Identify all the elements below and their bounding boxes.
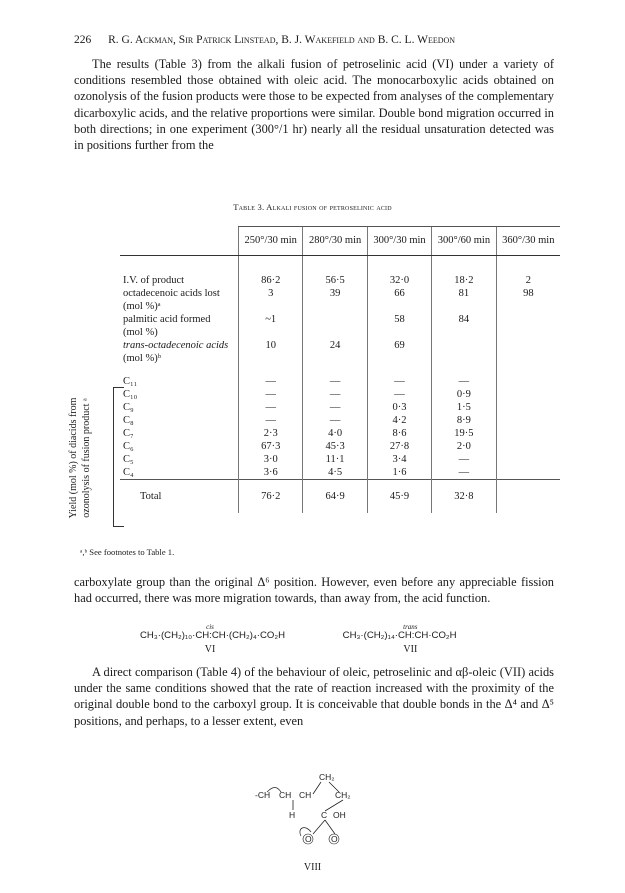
- cell: 18·2: [432, 256, 496, 288]
- row-label: trans-octadecenoic acids: [123, 340, 229, 351]
- table-row: [120, 287, 560, 300]
- cell: [496, 313, 560, 326]
- row-label: C₇: [123, 428, 134, 439]
- table-3: [120, 226, 560, 513]
- cell: [496, 339, 560, 352]
- atom-o: O: [305, 834, 312, 844]
- cell: —: [432, 365, 496, 388]
- cell: 4·0: [303, 427, 367, 440]
- cell: 0·3: [367, 401, 431, 414]
- cell: 45·9: [367, 480, 431, 514]
- cell: —: [239, 401, 303, 414]
- cell: [239, 352, 303, 365]
- col-header: 250°/30 min: [239, 227, 303, 256]
- cell: 1·5: [432, 401, 496, 414]
- atom-oh: OH: [333, 810, 346, 820]
- cell: 11·1: [303, 453, 367, 466]
- cell: 4·5: [303, 466, 367, 480]
- cell: 56·5: [303, 256, 367, 288]
- cell: 1·6: [367, 466, 431, 480]
- atom-ch: CH: [299, 790, 312, 800]
- bond: [325, 820, 335, 834]
- cell: [432, 300, 496, 313]
- cell: 66: [367, 287, 431, 300]
- row-label: (mol %): [123, 327, 158, 338]
- cell: 2·3: [239, 427, 303, 440]
- cell: [303, 326, 367, 339]
- cell: [496, 388, 560, 401]
- table-row: [120, 365, 560, 388]
- table-row: [120, 326, 560, 339]
- atom-ch2: CH₂: [335, 790, 351, 800]
- cell: —: [239, 365, 303, 388]
- bond: [313, 820, 325, 834]
- cell: —: [239, 414, 303, 427]
- cell: 76·2: [239, 480, 303, 514]
- side-label-line: ozonolysis of fusion product ᵃ: [80, 398, 92, 518]
- col-header: 300°/60 min: [432, 227, 496, 256]
- col-header: 360°/30 min: [496, 227, 560, 256]
- cell: 8·6: [367, 427, 431, 440]
- atom-c: C: [321, 810, 328, 820]
- cell: [496, 326, 560, 339]
- cell: 32·8: [432, 480, 496, 514]
- cell: 8·9: [432, 414, 496, 427]
- cell: —: [303, 365, 367, 388]
- formula-labels: [140, 644, 540, 655]
- table-row: [120, 313, 560, 326]
- cell: —: [303, 401, 367, 414]
- cell: ~1: [239, 313, 303, 326]
- cell: 3: [239, 287, 303, 300]
- row-label: C₅: [123, 454, 134, 465]
- cell: [367, 352, 431, 365]
- cell: [367, 326, 431, 339]
- intro-paragraph: [74, 56, 554, 176]
- cell: —: [303, 414, 367, 427]
- table-header-row: [120, 227, 560, 256]
- cell: [496, 427, 560, 440]
- header-authors: R. G. Ackman, Sir Patrick Linstead, B. J. Wakefield and B. C. L. Weedon: [108, 34, 456, 46]
- cell: [496, 365, 560, 388]
- cell: [496, 300, 560, 313]
- cell: 19·5: [432, 427, 496, 440]
- structure-label: VIII: [303, 862, 322, 873]
- para2-text: carboxylate group than the original Δ⁶ position. However, even before any appreciable fission had occurred, there was more migration towards, than away from, the acid function.: [74, 575, 554, 606]
- bond: [329, 782, 339, 792]
- label-vii: VII: [403, 644, 418, 655]
- cell: 84: [432, 313, 496, 326]
- table-row: [120, 414, 560, 427]
- para3-text: A direct comparison (Table 4) of the behaviour of oleic, petroselinic and αβ-oleic (VII) acids under the same conditions showed that the rate of reaction increased with the proximity of the original double bond to the carboxyl group. It is conceivable that double bonds in the Δ⁴ and Δ⁵ positions, and perhaps, to a lesser extent, even: [74, 665, 554, 728]
- table-caption: Table 3. Alkali fusion of petroselinic acid: [233, 202, 392, 212]
- cell: 3·0: [239, 453, 303, 466]
- table-row: [120, 440, 560, 453]
- cell: [496, 466, 560, 480]
- bracket: [113, 387, 124, 527]
- formula-vii: CH₃·(CH₂)₁₄·CH:CH·CO₂H: [342, 630, 457, 641]
- atom-ch: CH: [279, 790, 292, 800]
- atom-ch: -CH: [255, 790, 271, 800]
- cell: 24: [303, 339, 367, 352]
- table-row: [120, 427, 560, 440]
- cell: [432, 326, 496, 339]
- cell: 4·2: [367, 414, 431, 427]
- cell: [496, 480, 560, 514]
- table-row: [120, 256, 560, 288]
- table-footnote: ᵃ,ᵇ See footnotes to Table 1.: [80, 547, 175, 557]
- cell: 98: [496, 287, 560, 300]
- cell: [303, 300, 367, 313]
- cell: 3·4: [367, 453, 431, 466]
- cell: 81: [432, 287, 496, 300]
- page-number: 226: [74, 34, 92, 46]
- formula-vi: CH₃·(CH₂)₁₀·CH:CH·(CH₂)₄·CO₂H: [140, 630, 286, 641]
- diacid-yield-side-label: [68, 383, 110, 533]
- table-row: [120, 466, 560, 480]
- running-header: [74, 34, 554, 46]
- cell: 3·6: [239, 466, 303, 480]
- formula-row: [140, 630, 540, 641]
- cell: [496, 440, 560, 453]
- cell: —: [367, 365, 431, 388]
- row-label: I.V. of product: [123, 275, 185, 286]
- cell: 2·0: [432, 440, 496, 453]
- atom-o: O: [331, 834, 338, 844]
- atom-ch2-top: CH₂: [319, 772, 335, 782]
- row-label: (mol %)ᵃ: [123, 301, 161, 312]
- row-label: Total: [120, 480, 239, 514]
- bond: [313, 782, 321, 794]
- atom-h: H: [289, 810, 296, 820]
- row-label: (mol %)ᵇ: [123, 353, 161, 364]
- cell: —: [432, 466, 496, 480]
- cell: [496, 352, 560, 365]
- table-row: [120, 388, 560, 401]
- row-label: C₁₁: [123, 376, 138, 387]
- cell: [496, 401, 560, 414]
- cell: 27·8: [367, 440, 431, 453]
- row-label: C₄: [123, 467, 134, 478]
- table-row: [120, 339, 560, 352]
- cell: 64·9: [303, 480, 367, 514]
- row-label: octadecenoic acids lost: [123, 288, 220, 299]
- cell: [303, 313, 367, 326]
- cell: 39: [303, 287, 367, 300]
- row-label: palmitic acid formed: [123, 314, 211, 325]
- label-vi: VI: [204, 644, 216, 655]
- cell: [367, 300, 431, 313]
- cell: 0·9: [432, 388, 496, 401]
- cell: [239, 300, 303, 313]
- intro-text: The results (Table 3) from the alkali fusion of petroselinic acid (VI) under a variety of conditions resembled those obtained with oleic acid. The monocarboxylic acids obtained on ozonolysis of the fusion products were those to be expected from analyses of the complementary dicarboxylic acids, and the relative proportions were similar. Double bond migration occurred in both directions; in one experiment (300°/1 hr) nearly all the residual unsaturation detected was in positions further from the: [74, 57, 554, 153]
- cell: 10: [239, 339, 303, 352]
- table-row: [120, 401, 560, 414]
- cell: —: [432, 453, 496, 466]
- cell: —: [239, 388, 303, 401]
- table-row: [120, 300, 560, 313]
- cell: 32·0: [367, 256, 431, 288]
- cell: [239, 326, 303, 339]
- cell: —: [367, 388, 431, 401]
- cell: —: [303, 388, 367, 401]
- cis-tag: cis: [206, 623, 214, 631]
- table-header-blank: [120, 227, 239, 256]
- cell: 67·3: [239, 440, 303, 453]
- cell: 2: [496, 256, 560, 288]
- side-label-line: Yield (mol %) of diacids from: [68, 397, 79, 519]
- cell: 58: [367, 313, 431, 326]
- cell: [432, 339, 496, 352]
- cell: [303, 352, 367, 365]
- row-label: C₉: [123, 402, 134, 413]
- cell: [432, 352, 496, 365]
- col-header: 300°/30 min: [367, 227, 431, 256]
- row-label: C₁₀: [123, 389, 138, 400]
- cell: 45·3: [303, 440, 367, 453]
- cell: [496, 414, 560, 427]
- paragraph-3: [74, 664, 554, 729]
- table-row: [120, 352, 560, 365]
- structure-viii: [255, 770, 365, 860]
- table-row-total: [120, 480, 560, 514]
- table-row: [120, 453, 560, 466]
- cell: [496, 453, 560, 466]
- cell: 86·2: [239, 256, 303, 288]
- paragraph-2: [74, 574, 554, 606]
- cell: 69: [367, 339, 431, 352]
- col-header: 280°/30 min: [303, 227, 367, 256]
- row-label: C₈: [123, 415, 134, 426]
- row-label: C₆: [123, 441, 134, 452]
- trans-tag: trans: [403, 623, 418, 631]
